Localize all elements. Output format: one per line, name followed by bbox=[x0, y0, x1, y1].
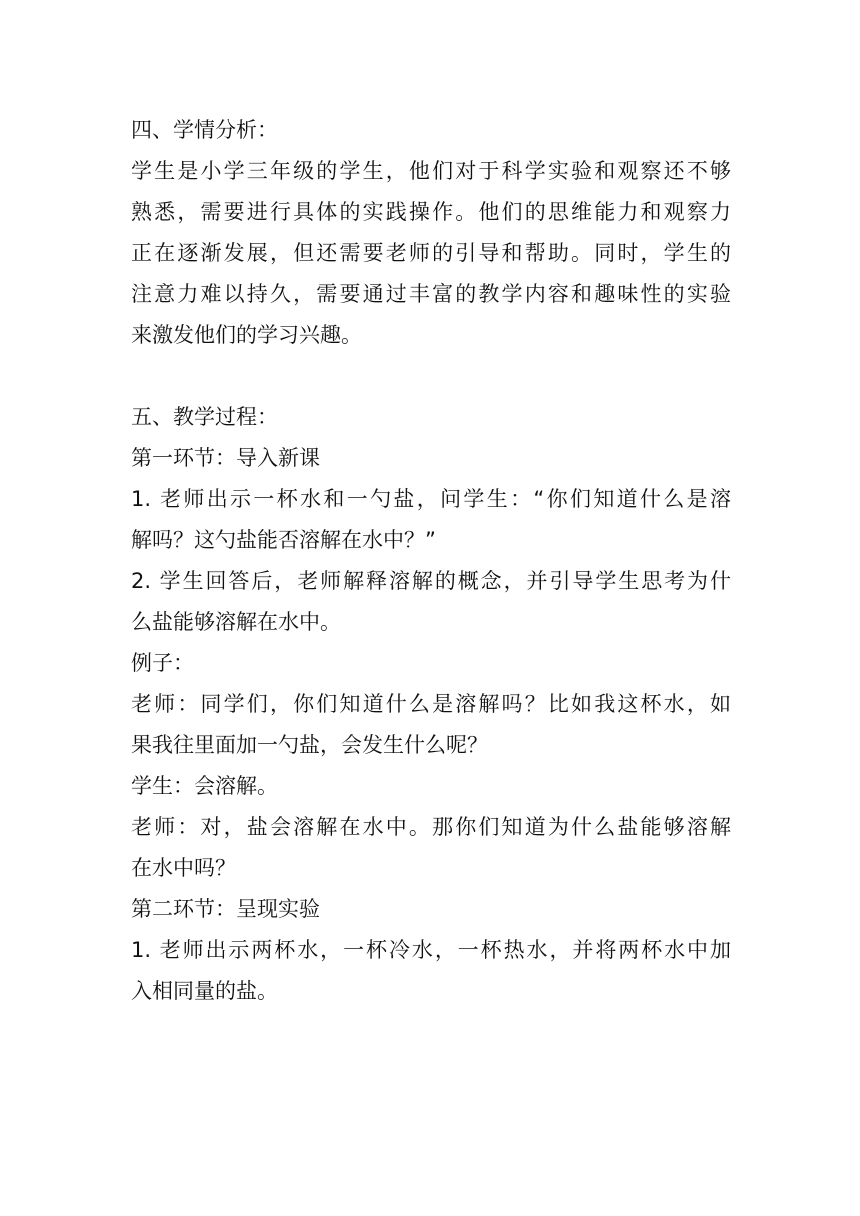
section-heading-learning-analysis: 四、学情分析： bbox=[131, 118, 278, 142]
dialog-line: 老师：同学们，你们知道什么是溶解吗？比如我这杯水，如 bbox=[131, 692, 731, 716]
blank-line bbox=[131, 356, 731, 397]
document-page bbox=[131, 110, 731, 1012]
list-item-line: 解吗？这勺盐能否溶解在水中？” bbox=[131, 528, 436, 552]
list-item-line: 入相同量的盐。 bbox=[131, 979, 278, 1003]
paragraph-line: 熟悉，需要进行具体的实践操作。他们的思维能力和观察力 bbox=[131, 200, 731, 224]
dialog-line: 老师：对，盐会溶解在水中。那你们知道为什么盐能够溶解 bbox=[131, 815, 731, 839]
step-title: 第二环节：呈现实验 bbox=[131, 897, 320, 921]
list-item-line: 2. 学生回答后，老师解释溶解的概念，并引导学生思考为什 bbox=[131, 569, 731, 593]
list-item-line: 1. 老师出示一杯水和一勺盐，问学生：“你们知道什么是溶 bbox=[131, 487, 731, 511]
paragraph-line: 学生是小学三年级的学生，他们对于科学实验和观察还不够 bbox=[131, 159, 731, 183]
step-title: 第一环节：导入新课 bbox=[131, 446, 320, 470]
paragraph-line: 正在逐渐发展，但还需要老师的引导和帮助。同时，学生的 bbox=[131, 241, 731, 265]
list-item-line: 1. 老师出示两杯水，一杯冷水，一杯热水，并将两杯水中加 bbox=[131, 938, 731, 962]
paragraph-line: 来激发他们的学习兴趣。 bbox=[131, 323, 362, 347]
example-label: 例子： bbox=[131, 651, 194, 675]
dialog-line: 在水中吗？ bbox=[131, 856, 236, 880]
list-item-line: 么盐能够溶解在水中。 bbox=[131, 610, 341, 634]
dialog-line: 果我往里面加一勺盐，会发生什么呢？ bbox=[131, 733, 488, 757]
dialog-line: 学生：会溶解。 bbox=[131, 774, 278, 798]
paragraph-line: 注意力难以持久，需要通过丰富的教学内容和趣味性的实验 bbox=[131, 282, 731, 306]
section-heading-teaching-process: 五、教学过程： bbox=[131, 405, 278, 429]
